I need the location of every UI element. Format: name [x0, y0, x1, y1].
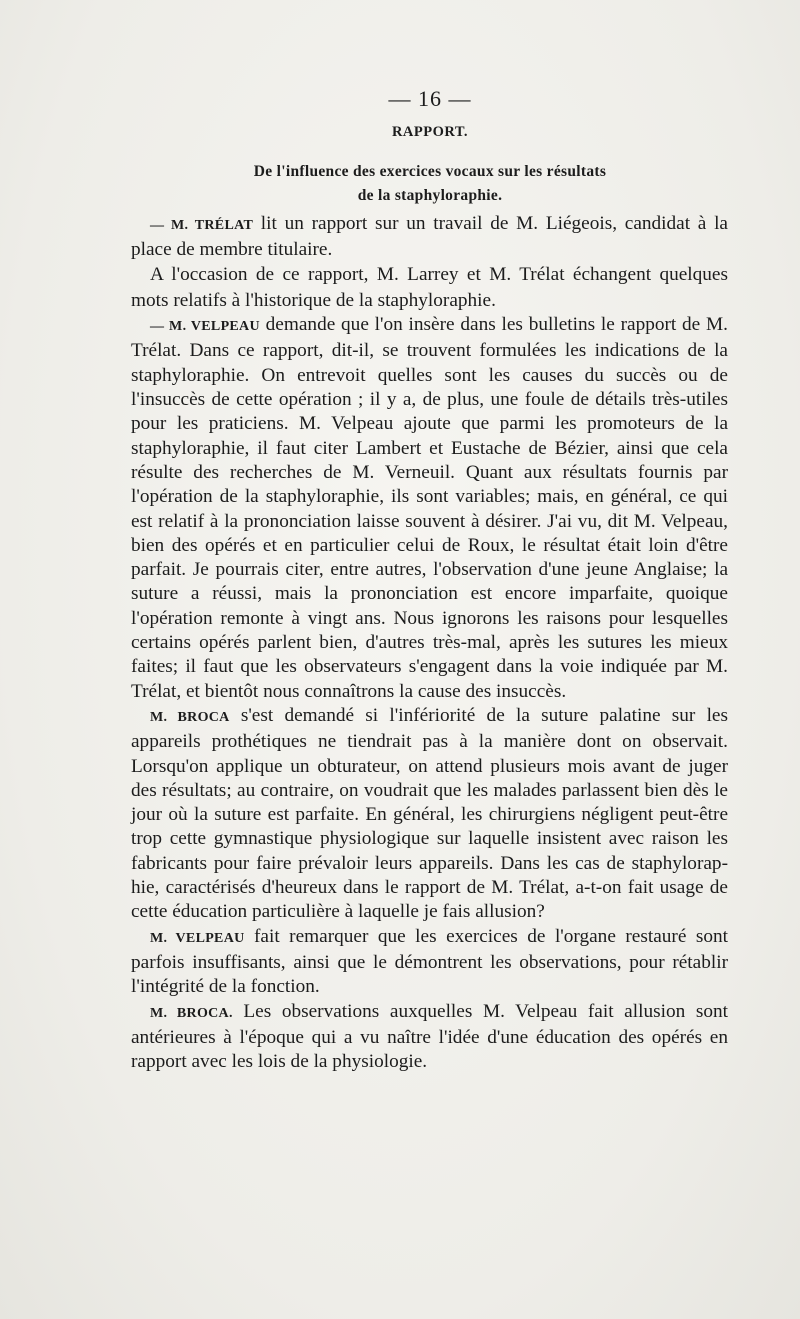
paragraph — [131, 1000, 728, 1075]
paragraph — [131, 212, 728, 263]
title-line-2: de la staphyloraphie. — [357, 187, 503, 204]
paragraph — [131, 313, 728, 704]
paragraph-text: lit un rapport sur un travail de M. Liégeois, candidat à la place de membre titulaire. — [131, 213, 728, 261]
paragraph-text: Les observations auxquelles M. Velpeau fait allusion sont antérieures à l'époque qui a vu naître l'idée d'une éducation des opérés en rapport avec les lois de la physiologie. — [131, 1000, 728, 1073]
paragraph-text: A l'occasion de ce rapport, M. Larrey et M. Trélat échangent quelques mots relatifs à l'historique de la staphyloraphie. — [131, 263, 728, 311]
speaker-name: — M. TRÉLAT — [150, 218, 254, 233]
paragraph-text: fait remarquer que les exercices de l'organe restauré sont parfois insuffisants, ainsi que le démontrent les observations, pour rétablir l'intégrité de la fonction. — [131, 925, 728, 998]
article-title — [170, 160, 690, 208]
body-text — [131, 212, 728, 1074]
section-label: RAPPORT. — [391, 124, 469, 140]
speaker-name: M. BROCA. — [150, 1005, 233, 1021]
paragraph-text: demande que l'on insère dans les bulletins le rapport de M. Trélat. Dans ce rapport, dit-il, se trouvent formulées les indications de la staphyloraphie. On entrevoit quelles sont les causes du succès ou de l'insuccès de cette opération ; il y a, de plus, une foule de détails très-utiles pour les praticiens. M. Velpeau ajoute que parmi les promoteurs de la staphyloraphie, il faut citer Lambert et Eustache de Bézier, ainsi que cela résulte des recherches de M. Verneuil. Quant aux résultats fournis par l'opération de la staphyloraphie, ils sont variables; mais, en général, ce qui est relatif à la prononciation laisse souvent à désirer. J'ai vu, dit M. Velpeau, bien des opérés et en particulier celui de Roux, le résultat était loin d'être parfait. Je pourrais citer, entre autres, l'observation d'une jeune Anglaise; la suture a réussi, mais la prononciation est encore imparfaite, quoique l'opération remonte à vingt ans. Nous ignorons les raisons pour lesquelles certains opérés parlent bien, d'autres très-mal, après les sutures les mieux faites; il faut que les observateurs s'engagent dans la voie indiquée par M. Trélat, et bientôt nous connaîtrons la cause des insuccès. — [131, 314, 728, 702]
speaker-name: M. VELPEAU — [150, 930, 245, 946]
paragraph-text: s'est demandé si l'infériorité de la suture palatine sur les appareils prothétiques ne tiendrait pas à la manière dont on observait. Lorsqu'on applique un obturateur, on attend plusieurs mois avant de juger des résultats; au contraire, on voudrait que les malades parlassent bien dès le jour où la suture est parfaite. En général, les chirurgiens négligent peut-être trop cette gymnastique physiologique sur laquelle insistent avec raison les fabricants pour faire prévaloir leurs appareils. Dans les cas de staphyloraphie, caractérisés d'heureux dans le rapport de M. Trélat, a-t-on fait usage de cette éducation particulière à laquelle je fais allusion? — [131, 704, 728, 923]
speaker-name: M. BROCA — [150, 709, 230, 725]
page-number: — 16 — — [388, 86, 472, 111]
speaker-name: — M. VELPEAU — [150, 319, 260, 335]
title-line-1: De l'influence des exercices vocaux sur les résultats — [253, 163, 607, 180]
paragraph — [131, 263, 728, 314]
paragraph — [131, 925, 728, 1000]
paragraph — [131, 704, 728, 925]
